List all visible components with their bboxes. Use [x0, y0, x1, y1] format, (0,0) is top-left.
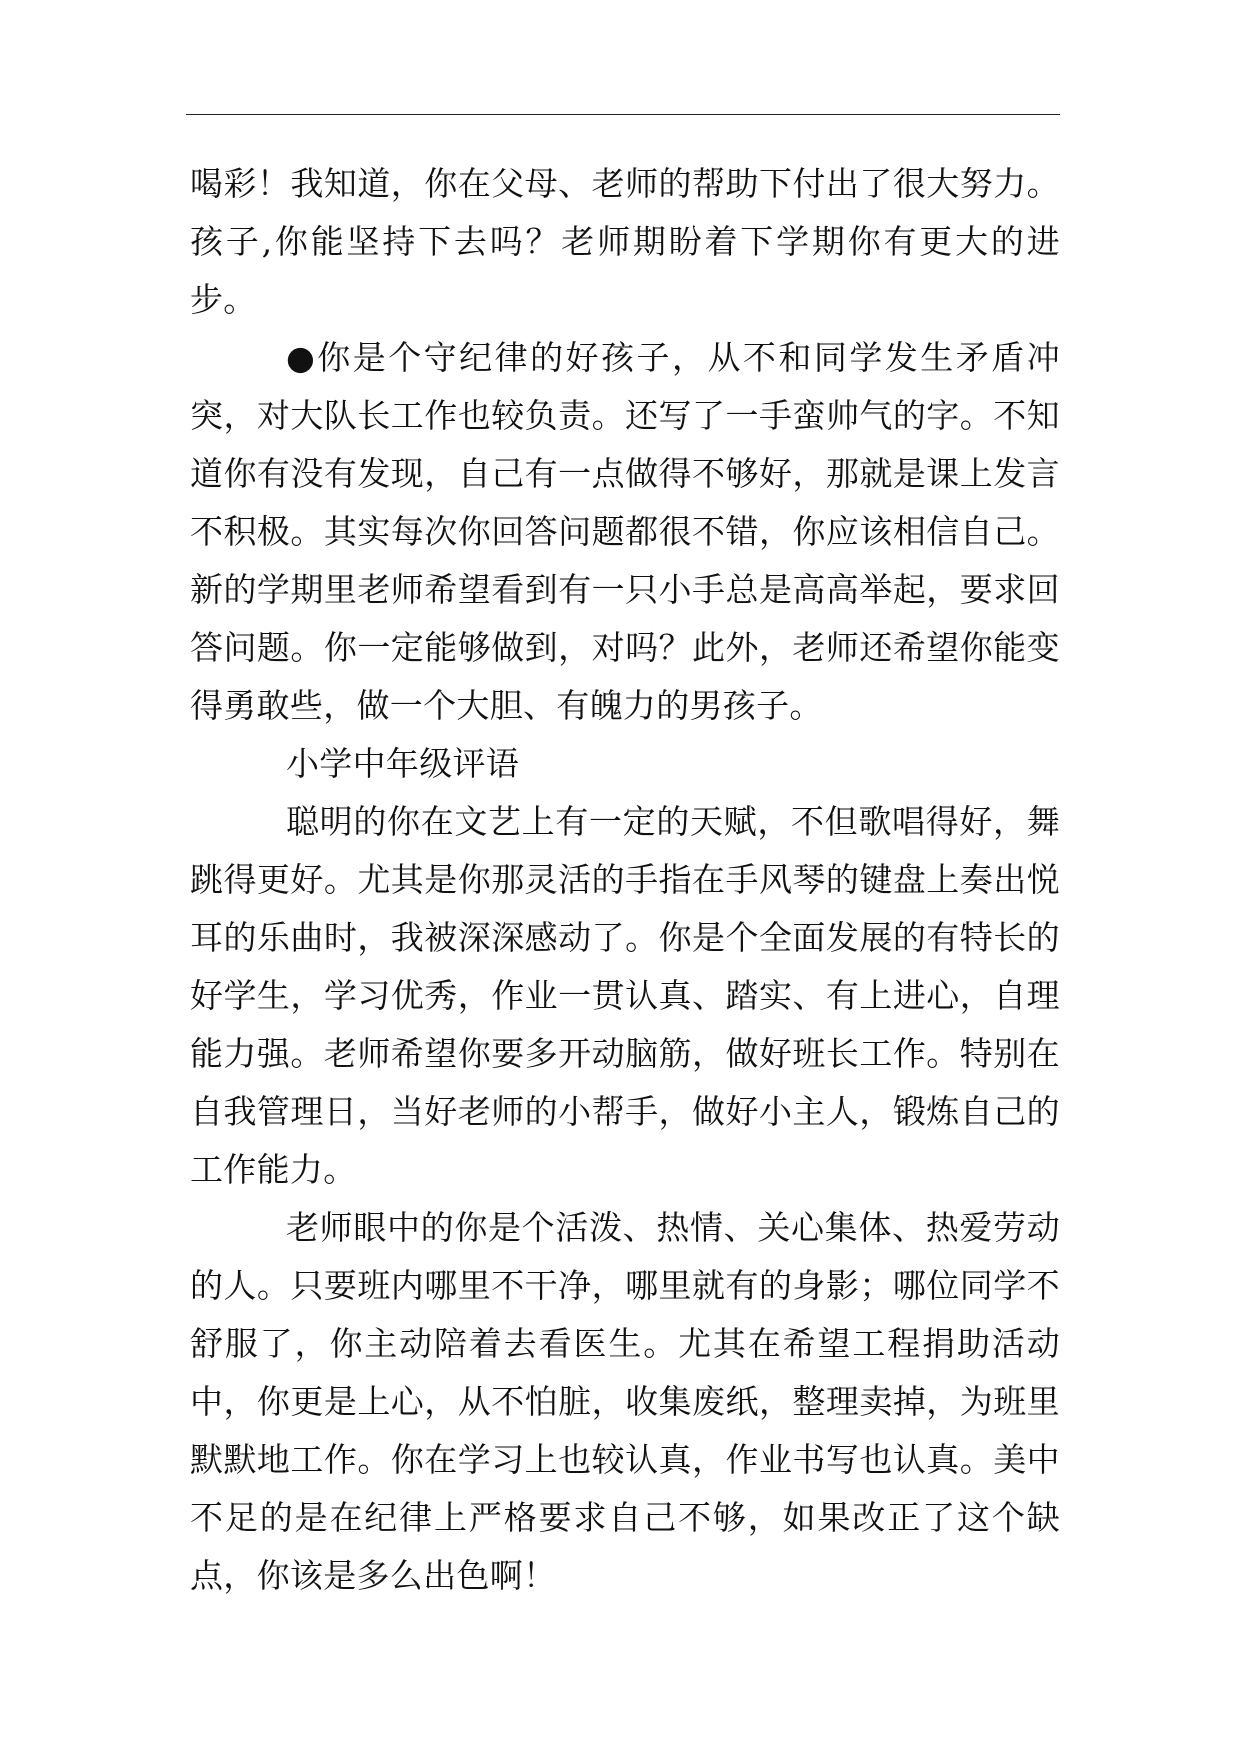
paragraph-comment-talent: 聪明的你在文艺上有一定的天赋，不但歌唱得好，舞跳得更好。尤其是你那灵活的手指在手风琴的键盘上奏出悦耳的乐曲时，我被深深感动了。你是个全面发展的有特长的好学生，学习优秀，作业一贯认真、踏实、有上进心，自理能力强。老师希望你要多开动脑筋，做好班长工作。特别在自我管理日，当好老师的小帮手，做好小主人，锻炼自己的工作能力。: [190, 802, 1060, 1189]
section-heading: 小学中年级评语: [286, 744, 520, 783]
header-rule: [186, 114, 1060, 115]
paragraph-continuation: 喝彩！我知道，你在父母、老师的帮助下付出了很大努力。孩子,你能坚持下去吗？老师期盼着下学期你有更大的进步。: [190, 164, 1060, 319]
paragraph-comment-lively: 老师眼中的你是个活泼、热情、关心集体、热爱劳动的人。只要班内哪里不干净，哪里就有的身影；哪位同学不舒服了，你主动陪着去看医生。尤其在希望工程捐助活动中，你更是上心，从不怕脏，收集废纸，整理卖掉，为班里默默地工作。你在学习上也较认真，作业书写也认真。美中不足的是在纪律上严格要求自己不够，如果改正了这个缺点，你该是多么出色啊！: [190, 1208, 1060, 1595]
document-body: [190, 155, 1060, 1605]
paragraph-comment-discipline: ●你是个守纪律的好孩子，从不和同学发生矛盾冲突，对大队长工作也较负责。还写了一手蛮帅气的字。不知道你有没有发现，自己有一点做得不够好，那就是课上发言不积极。其实每次你回答问题都很不错，你应该相信自己。新的学期里老师希望看到有一只小手总是高高举起，要求回答问题。你一定能够做到，对吗？此外，老师还希望你能变得勇敢些，做一个大胆、有魄力的男孩子。: [190, 338, 1060, 725]
